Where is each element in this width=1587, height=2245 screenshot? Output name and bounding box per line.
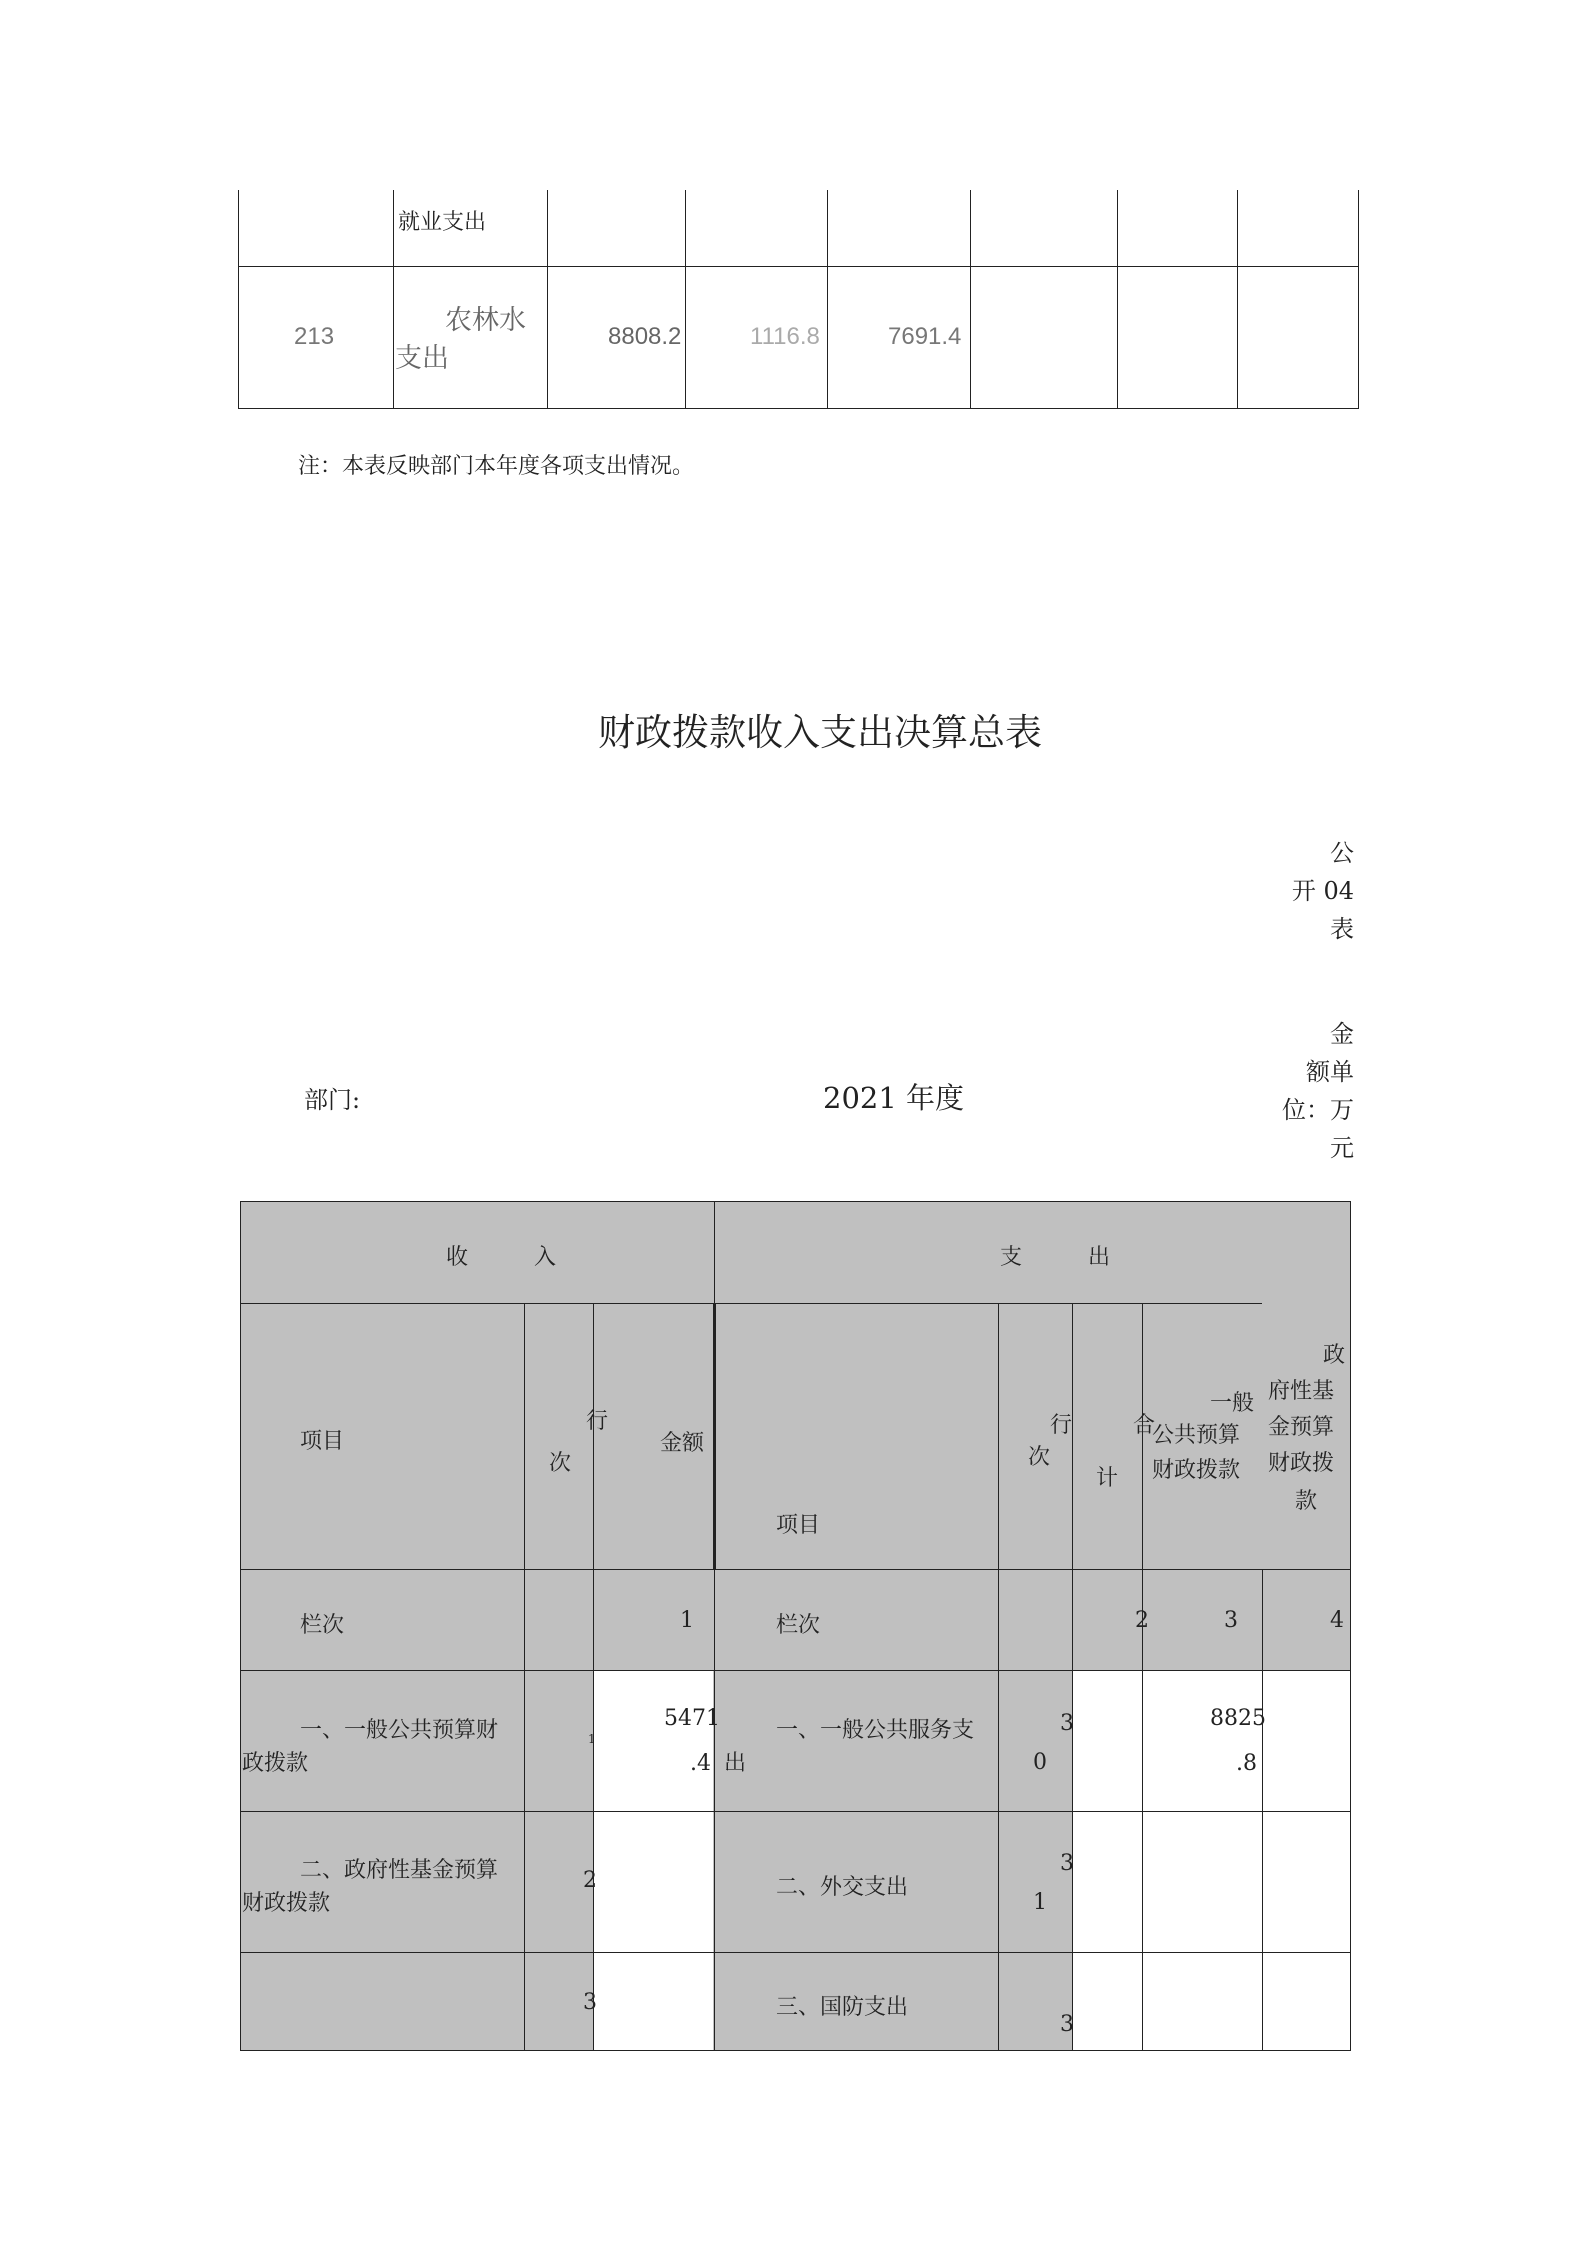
amount-unit: [1200, 1015, 1354, 1167]
col-fund-a: 政: [1323, 1343, 1346, 1368]
col-item-income: 项目: [300, 1429, 345, 1454]
col-fund-b: 府性基: [1268, 1379, 1335, 1404]
col-total-frag: 合: [1133, 1413, 1156, 1438]
income-row-no: 1: [588, 1732, 596, 1746]
row-code: 213: [294, 323, 335, 350]
expense-row-no: 3: [1060, 1711, 1074, 1736]
general-budget-amount-cont: .8: [1236, 1751, 1257, 1776]
unit-line3: 位：万: [1282, 1096, 1354, 1124]
income-amount-cont: .4: [690, 1751, 711, 1776]
department-label: 部门:: [304, 1086, 361, 1114]
expense-item: 三、国防支出: [776, 1995, 909, 2020]
expense-item: 一、一般公共服务支: [776, 1718, 975, 1743]
income-item-cont: 政拨款: [242, 1751, 309, 1776]
index-label-income: 栏次: [300, 1613, 345, 1638]
col-general-a: 一般: [1210, 1391, 1255, 1416]
col-item-expense: 项目: [776, 1513, 821, 1538]
fiscal-year: 2021 年度: [823, 1081, 965, 1115]
unit-line2: 额单: [1306, 1058, 1354, 1086]
expense-item-frag: 出: [724, 1751, 747, 1776]
row-project-value: 7691.4: [888, 323, 962, 350]
index-3: 3: [1224, 1608, 1238, 1633]
form-number-line2: 开 04: [1291, 877, 1354, 905]
unit-line4: 元: [1330, 1134, 1354, 1162]
income-header: 收 入: [446, 1245, 557, 1270]
col-row-no2-a: 行: [1050, 1413, 1073, 1438]
income-item: 一、一般公共预算财: [300, 1718, 499, 1743]
col-total: 计: [1096, 1466, 1119, 1491]
index-4: 4: [1330, 1608, 1344, 1633]
index-2: 2: [1135, 1608, 1149, 1633]
form-number-line1: 公: [1330, 839, 1354, 867]
col-row-no2-b: 次: [1028, 1445, 1051, 1470]
index-label-expense: 栏次: [776, 1613, 821, 1638]
row-name-line2: 支出: [395, 343, 449, 373]
col-fund-e: 款: [1295, 1489, 1318, 1514]
col-fund-c: 金预算: [1268, 1415, 1335, 1440]
col-general-b: 公共预算: [1152, 1423, 1241, 1448]
income-amount: 5471: [664, 1706, 720, 1731]
unit-line1: 金: [1330, 1020, 1354, 1048]
expense-row-no-cont: 0: [1033, 1750, 1047, 1775]
row-total-value: 8808.2: [608, 323, 682, 350]
income-item-cont: 财政拨款: [242, 1891, 331, 1916]
page-title: 财政拨款收入支出决算总表: [598, 712, 1042, 753]
expense-row-no-cont: 1: [1033, 1890, 1047, 1915]
expense-row-no: 3: [1060, 1851, 1074, 1876]
row-basic-value: 1116.8: [750, 323, 820, 350]
row-name-line1: 农林水: [445, 305, 526, 335]
row-name-employment: 就业支出: [398, 210, 487, 235]
form-number-line3: 表: [1330, 915, 1354, 943]
col-amount: 金额: [660, 1431, 705, 1456]
expense-row-no: 3: [1060, 2012, 1074, 2037]
col-row-no-frag: 行: [586, 1409, 609, 1434]
col-general-c: 财政拨款: [1152, 1458, 1241, 1483]
expense-header: 支 出: [1000, 1245, 1111, 1270]
general-budget-amount: 8825: [1210, 1706, 1266, 1731]
col-row-no-income: 次: [549, 1451, 572, 1476]
income-row-no: 2: [583, 1868, 597, 1893]
table-note: 注：本表反映部门本年度各项支出情况。: [298, 454, 695, 479]
index-1: 1: [680, 1608, 694, 1633]
col-fund-d: 财政拨: [1268, 1451, 1335, 1476]
form-number: [1250, 834, 1354, 948]
income-item: 二、政府性基金预算: [300, 1858, 499, 1883]
expense-item: 二、外交支出: [776, 1875, 909, 1900]
income-row-no: 3: [583, 1990, 597, 2015]
